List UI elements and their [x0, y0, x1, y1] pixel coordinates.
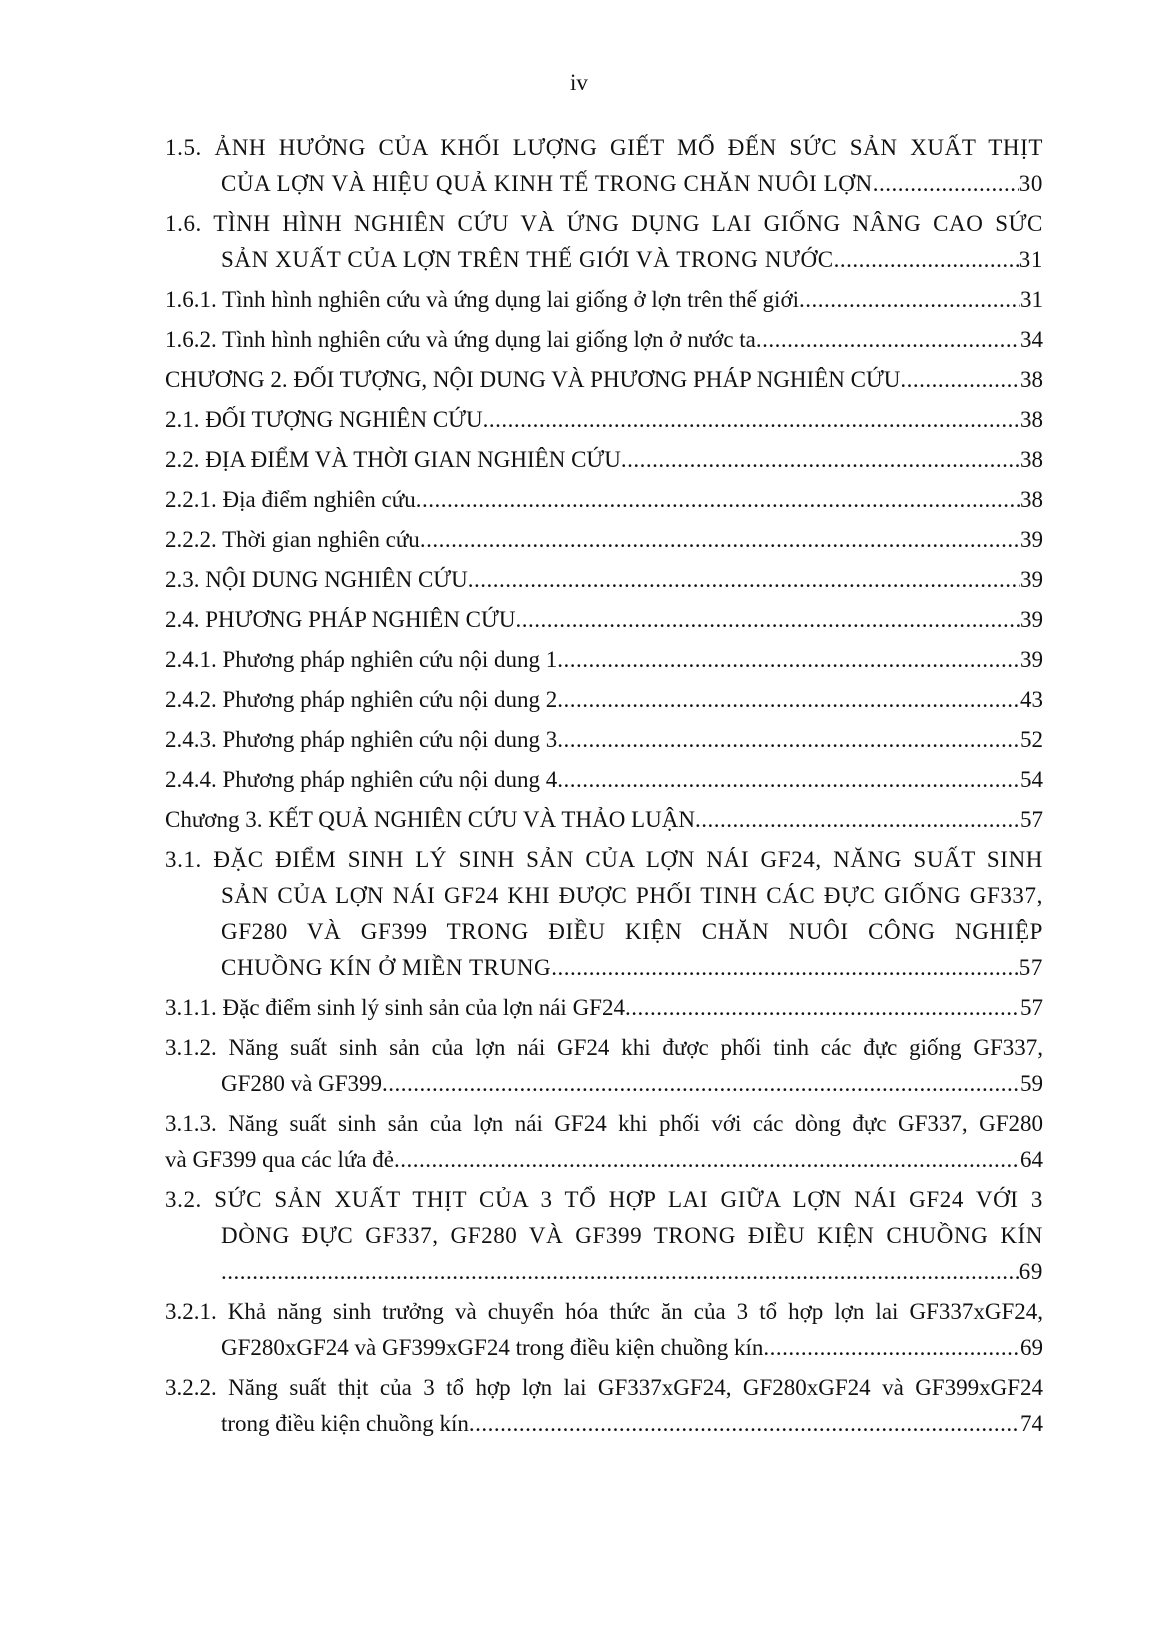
toc-entry-title: 2.1. ĐỐI TƯỢNG NGHIÊN CỨU: [165, 407, 483, 432]
toc-page-number: 69: [1020, 1335, 1043, 1360]
table-of-contents: [165, 130, 1043, 1446]
toc-entry-3-2[interactable]: [165, 1182, 1043, 1290]
toc-page-number: 39: [1020, 567, 1043, 592]
toc-entry-chapter-2[interactable]: [165, 362, 1043, 398]
toc-page-number: 64: [1020, 1147, 1043, 1172]
dot-leader: [763, 1330, 1020, 1366]
toc-entry-2-3[interactable]: [165, 562, 1043, 598]
toc-entry-title: 2.4.1. Phương pháp nghiên cứu nội dung 1: [165, 647, 558, 672]
toc-page-number: 31: [1018, 247, 1043, 272]
dot-leader: [557, 642, 1020, 678]
toc-entry-title: và GF399 qua các lứa đẻ: [165, 1147, 394, 1172]
toc-entry-title: trong điều kiện chuồng kín: [221, 1411, 469, 1436]
dot-leader: [799, 282, 1020, 318]
toc-page-number: 59: [1020, 1071, 1043, 1096]
toc-entry-line: 3.2.1. Khả năng sinh trưởng và chuyển hóa thức ăn của 3 tổ hợp lợn lai GF337xGF24,: [165, 1299, 1043, 1324]
toc-entry-2-4-3[interactable]: [165, 722, 1043, 758]
toc-entry-3-1-2[interactable]: [165, 1030, 1043, 1102]
toc-page-number: 69: [1018, 1259, 1043, 1284]
toc-entry-title: Chương 3. KẾT QUẢ NGHIÊN CỨU VÀ THẢO LUẬN: [165, 807, 695, 832]
toc-entry-title: 1.6.1. Tình hình nghiên cứu và ứng dụng lai giống ở lợn trên thế giới: [165, 287, 800, 312]
toc-entry-title: CHUỒNG KÍN Ở MIỀN TRUNG: [221, 955, 552, 980]
toc-page-number: 39: [1020, 527, 1043, 552]
toc-entry-title: 2.2.2. Thời gian nghiên cứu: [165, 527, 420, 552]
toc-entry-line: 1.6. TÌNH HÌNH NGHIÊN CỨU VÀ ỨNG DỤNG LAI GIỐNG NÂNG CAO SỨC: [165, 211, 1043, 236]
dot-leader: [420, 522, 1020, 558]
toc-entry-line: GF280 VÀ GF399 TRONG ĐIỀU KIỆN CHĂN NUÔI CÔNG NGHIỆP: [221, 919, 1043, 944]
toc-entry-line: 3.1.3. Năng suất sinh sản của lợn nái GF24 khi phối với các dòng đực GF337, GF280: [165, 1111, 1043, 1136]
toc-entry-2-2-2[interactable]: [165, 522, 1043, 558]
toc-page-number: 52: [1020, 727, 1043, 752]
toc-page-number: 74: [1020, 1411, 1043, 1436]
dot-leader: [625, 990, 1020, 1026]
dot-leader: [468, 562, 1020, 598]
toc-entry-title: GF280 và GF399: [221, 1071, 383, 1096]
dot-leader: [900, 362, 1020, 398]
dot-leader: [557, 722, 1020, 758]
toc-entry-line: 3.2.2. Năng suất thịt của 3 tổ hợp lợn lai GF337xGF24, GF280xGF24 và GF399xGF24: [165, 1375, 1043, 1400]
dot-leader: [557, 762, 1020, 798]
dot-leader: [557, 682, 1020, 718]
toc-entry-title: 2.4.2. Phương pháp nghiên cứu nội dung 2: [165, 687, 558, 712]
toc-entry-2-1[interactable]: [165, 402, 1043, 438]
toc-entry-2-2[interactable]: [165, 442, 1043, 478]
dot-leader: [695, 802, 1020, 838]
toc-entry-title: CHƯƠNG 2. ĐỐI TƯỢNG, NỘI DUNG VÀ PHƯƠNG PHÁP NGHIÊN CỨU: [165, 367, 901, 392]
toc-page-number: 57: [1020, 995, 1043, 1020]
toc-page-number: 57: [1018, 955, 1043, 980]
toc-entry-line: SẢN CỦA LỢN NÁI GF24 KHI ĐƯỢC PHỐI TINH CÁC ĐỰC GIỐNG GF337,: [221, 883, 1043, 908]
toc-page-number: 38: [1020, 447, 1043, 472]
toc-entry-line: 3.1. ĐẶC ĐIỂM SINH LÝ SINH SẢN CỦA LỢN NÁI GF24, NĂNG SUẤT SINH: [165, 847, 1043, 872]
toc-entry-3-1-1[interactable]: [165, 990, 1043, 1026]
dot-leader: [551, 950, 1019, 986]
toc-entry-title: 2.2. ĐỊA ĐIỂM VÀ THỜI GIAN NGHIÊN CỨU: [165, 447, 621, 472]
toc-entry-line: 3.2. SỨC SẢN XUẤT THỊT CỦA 3 TỔ HỢP LAI GIỮA LỢN NÁI GF24 VỚI 3: [165, 1187, 1043, 1212]
toc-page-number: 34: [1020, 327, 1043, 352]
toc-entry-1-6[interactable]: [165, 206, 1043, 278]
toc-entry-line: DÒNG ĐỰC GF337, GF280 VÀ GF399 TRONG ĐIỀU KIỆN CHUỒNG KÍN: [221, 1223, 1043, 1248]
dot-leader: [834, 242, 1019, 278]
toc-entry-3-2-2[interactable]: [165, 1370, 1043, 1442]
toc-entry-title: 2.2.1. Địa điểm nghiên cứu: [165, 487, 416, 512]
toc-entry-line: 1.5. ẢNH HƯỞNG CỦA KHỐI LƯỢNG GIẾT MỔ ĐẾN SỨC SẢN XUẤT THỊT: [165, 135, 1043, 160]
toc-page-number: 38: [1020, 407, 1043, 432]
toc-entry-1-6-2[interactable]: [165, 322, 1043, 358]
toc-entry-title: 3.1.1. Đặc điểm sinh lý sinh sản của lợn nái GF24: [165, 995, 625, 1020]
dot-leader: [394, 1142, 1020, 1178]
toc-page-number: 39: [1020, 647, 1043, 672]
toc-page-number: 43: [1020, 687, 1043, 712]
dot-leader: [483, 402, 1020, 438]
toc-entry-title: 1.6.2. Tình hình nghiên cứu và ứng dụng lai giống lợn ở nước ta: [165, 327, 756, 352]
toc-page-number: 39: [1020, 607, 1043, 632]
toc-entry-title: 2.4.3. Phương pháp nghiên cứu nội dung 3: [165, 727, 558, 752]
toc-entry-2-4[interactable]: [165, 602, 1043, 638]
toc-page-number: 38: [1020, 487, 1043, 512]
toc-entry-2-4-1[interactable]: [165, 642, 1043, 678]
toc-entry-title: SẢN XUẤT CỦA LỢN TRÊN THẾ GIỚI VÀ TRONG NƯỚC: [221, 247, 834, 272]
toc-entry-title: CỦA LỢN VÀ HIỆU QUẢ KINH TẾ TRONG CHĂN NUÔI LỢN: [221, 171, 873, 196]
toc-entry-2-4-2[interactable]: [165, 682, 1043, 718]
toc-entry-2-2-1[interactable]: [165, 482, 1043, 518]
dot-leader: [621, 442, 1020, 478]
toc-page-number: 54: [1020, 767, 1043, 792]
toc-entry-3-1-3[interactable]: [165, 1106, 1043, 1178]
dot-leader: [469, 1406, 1020, 1442]
dot-leader: [756, 322, 1020, 358]
dot-leader: [221, 1254, 1019, 1290]
toc-entry-title: GF280xGF24 và GF399xGF24 trong điều kiện chuồng kín: [221, 1335, 764, 1360]
toc-entry-title: 2.4.4. Phương pháp nghiên cứu nội dung 4: [165, 767, 558, 792]
toc-entry-3-1[interactable]: [165, 842, 1043, 986]
dot-leader: [382, 1066, 1020, 1102]
toc-entry-line: 3.1.2. Năng suất sinh sản của lợn nái GF24 khi được phối tinh các đực giống GF337,: [165, 1035, 1043, 1060]
toc-entry-title: 2.3. NỘI DUNG NGHIÊN CỨU: [165, 567, 468, 592]
page-number: iv: [570, 70, 588, 95]
toc-entry-chapter-3[interactable]: [165, 802, 1043, 838]
dot-leader: [416, 482, 1020, 518]
toc-page-number: 30: [1018, 171, 1043, 196]
toc-entry-3-2-1[interactable]: [165, 1294, 1043, 1366]
toc-entry-2-4-4[interactable]: [165, 762, 1043, 798]
dot-leader: [515, 602, 1020, 638]
dot-leader: [873, 166, 1019, 202]
toc-page-number: 38: [1020, 367, 1043, 392]
toc-entry-1-6-1[interactable]: [165, 282, 1043, 318]
toc-entry-title: 2.4. PHƯƠNG PHÁP NGHIÊN CỨU: [165, 607, 516, 632]
toc-page-number: 57: [1020, 807, 1043, 832]
toc-entry-1-5[interactable]: [165, 130, 1043, 202]
toc-page-number: 31: [1020, 287, 1043, 312]
